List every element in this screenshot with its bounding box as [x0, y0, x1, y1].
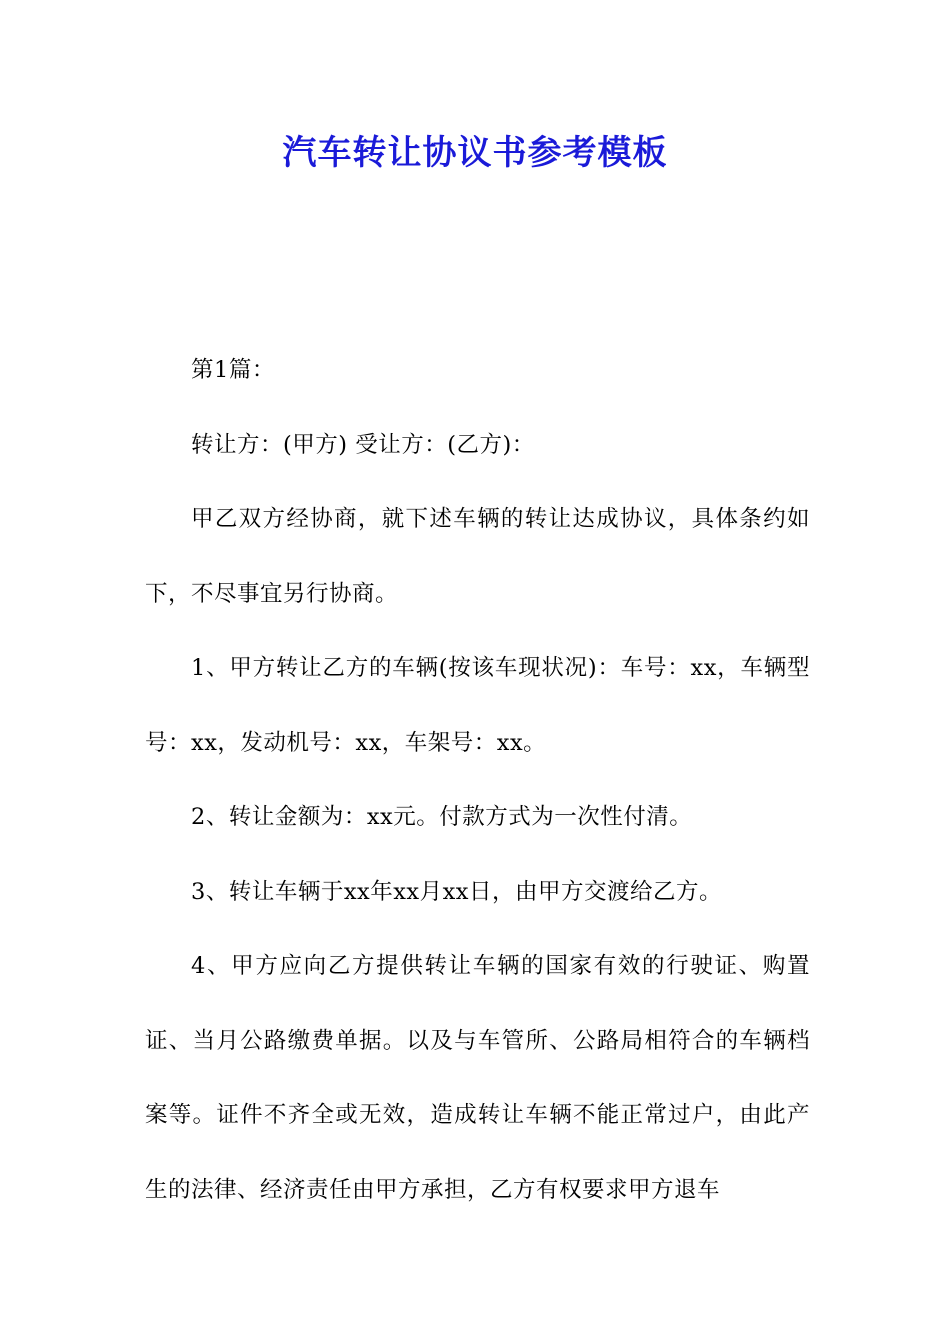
paragraph-clause-2: 2、转让金额为：xx元。付款方式为一次性付清。 [191, 804, 693, 830]
paragraph-intro: 甲乙双方经协商，就下述车辆的转让达成协议，具体条约如下，不尽事宜另行协商。 [145, 506, 810, 607]
paragraph-clause-4: 4、甲方应向乙方提供转让车辆的国家有效的行驶证、购置证、当月公路缴费单据。以及与车管所、公路局相符合的车辆档案等。证件不齐全或无效，造成转让车辆不能正常过户，由此产生的法律、经济责任由甲方承担，乙方有权要求甲方退车 [145, 953, 810, 1203]
document-body [145, 333, 810, 1227]
document-title: 汽车转让协议书参考模板 [282, 133, 668, 173]
paragraph-clause-1: 1、甲方转让乙方的车辆(按该车现状况)：车号：xx，车辆型号：xx，发动机号：xx，车架号：xx。 [145, 655, 810, 756]
paragraph-clause-3: 3、转让车辆于xx年xx月xx日，由甲方交渡给乙方。 [191, 878, 722, 905]
paragraph-parties: 转让方：(甲方) 受让方：(乙方)： [191, 431, 535, 458]
paragraph-section-heading: 第1篇： [191, 357, 275, 383]
